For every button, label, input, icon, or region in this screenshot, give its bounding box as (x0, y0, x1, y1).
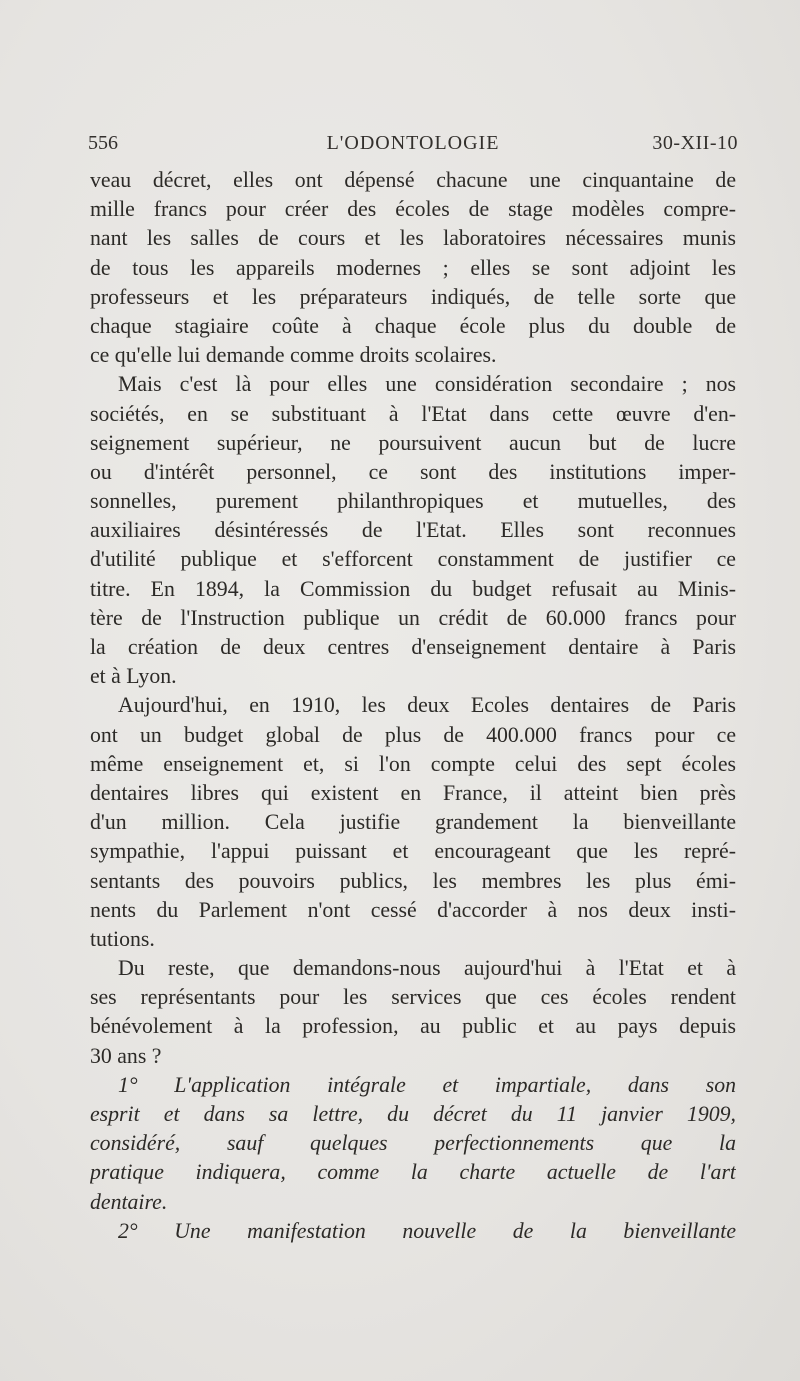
text-line: esprit et dans sa lettre, du décret du 11 janvier 1909, (90, 1102, 736, 1126)
text-line: ses représentants pour les services que ces écoles rendent (90, 985, 736, 1010)
text-line: dentaires libres qui existent en France, il atteint bien près (90, 780, 736, 805)
text-line: sonnelles, purement philanthropiques et mutuelles, des (90, 489, 736, 514)
text-line: considéré, sauf quelques perfectionnements que la (90, 1131, 736, 1156)
text-line: d'un million. Cela justifie grandement la bienveillante (90, 810, 736, 835)
text-line: Du reste, que demandons-nous aujourd'hui à l'Etat et à (118, 956, 736, 981)
text-line: chaque stagiaire coûte à chaque école plus du double de (90, 313, 736, 338)
issue-date: 30-XII-10 (652, 132, 738, 154)
running-title: L'ODONTOLOGIE (326, 132, 500, 154)
text-line: seignement supérieur, ne poursuivent aucun but de lucre (90, 430, 736, 455)
text-line: tère de l'Instruction publique un crédit de 60.000 francs pour (90, 605, 736, 630)
page-header (88, 132, 738, 160)
text-line: veau décret, elles ont dépensé chacune une cinquantaine de (90, 168, 736, 192)
text-line: bénévolement à la profession, au public et au pays depuis (90, 1014, 736, 1039)
text-line: dentaire. (90, 1189, 168, 1214)
text-line: professeurs et les préparateurs indiqués, de telle sorte que (90, 284, 736, 309)
text-line: la création de deux centres d'enseignement dentaire à Paris (90, 635, 736, 659)
text-line: de tous les appareils modernes ; elles se sont adjoint les (90, 255, 736, 280)
text-line: pratique indiquera, comme la charte actuelle de l'art (90, 1160, 736, 1185)
text-line: sympathie, l'appui puissant et encourageant que les repré- (90, 839, 736, 864)
text-line: mille francs pour créer des écoles de stage modèles compre- (90, 197, 736, 222)
text-line: et à Lyon. (90, 664, 177, 689)
text-line: sociétés, en se substituant à l'Etat dans cette œuvre d'en- (90, 401, 736, 426)
body-text (90, 166, 736, 1246)
text-line: auxiliaires désintéressés de l'Etat. Elles sont reconnues (90, 518, 736, 543)
text-line: nents du Parlement n'ont cessé d'accorder à nos deux insti- (90, 897, 736, 922)
text-line: 2° Une manifestation nouvelle de la bienveillante (118, 1218, 736, 1243)
text-line: ou d'intérêt personnel, ce sont des institutions imper- (90, 459, 736, 484)
text-line: 30 ans ? (90, 1043, 162, 1068)
text-line: d'utilité publique et s'efforcent constamment de justifier ce (90, 547, 736, 572)
text-line: titre. En 1894, la Commission du budget refusait au Minis- (90, 576, 736, 601)
text-line: nant les salles de cours et les laboratoires nécessaires munis (90, 226, 736, 251)
text-line: ont un budget global de plus de 400.000 francs pour ce (90, 722, 736, 747)
text-line: ce qu'elle lui demande comme droits scolaires. (90, 343, 497, 368)
text-line: même enseignement et, si l'on compte celui des sept écoles (90, 751, 736, 776)
text-line: tutions. (90, 926, 155, 951)
text-line: Mais c'est là pour elles une considération secondaire ; nos (118, 372, 736, 397)
text-line: 1° L'application intégrale et impartiale, dans son (118, 1072, 736, 1097)
text-line: sentants des pouvoirs publics, les membres les plus émi- (90, 868, 736, 893)
text-line: Aujourd'hui, en 1910, les deux Ecoles dentaires de Paris (118, 693, 736, 718)
page-number: 556 (88, 132, 118, 154)
